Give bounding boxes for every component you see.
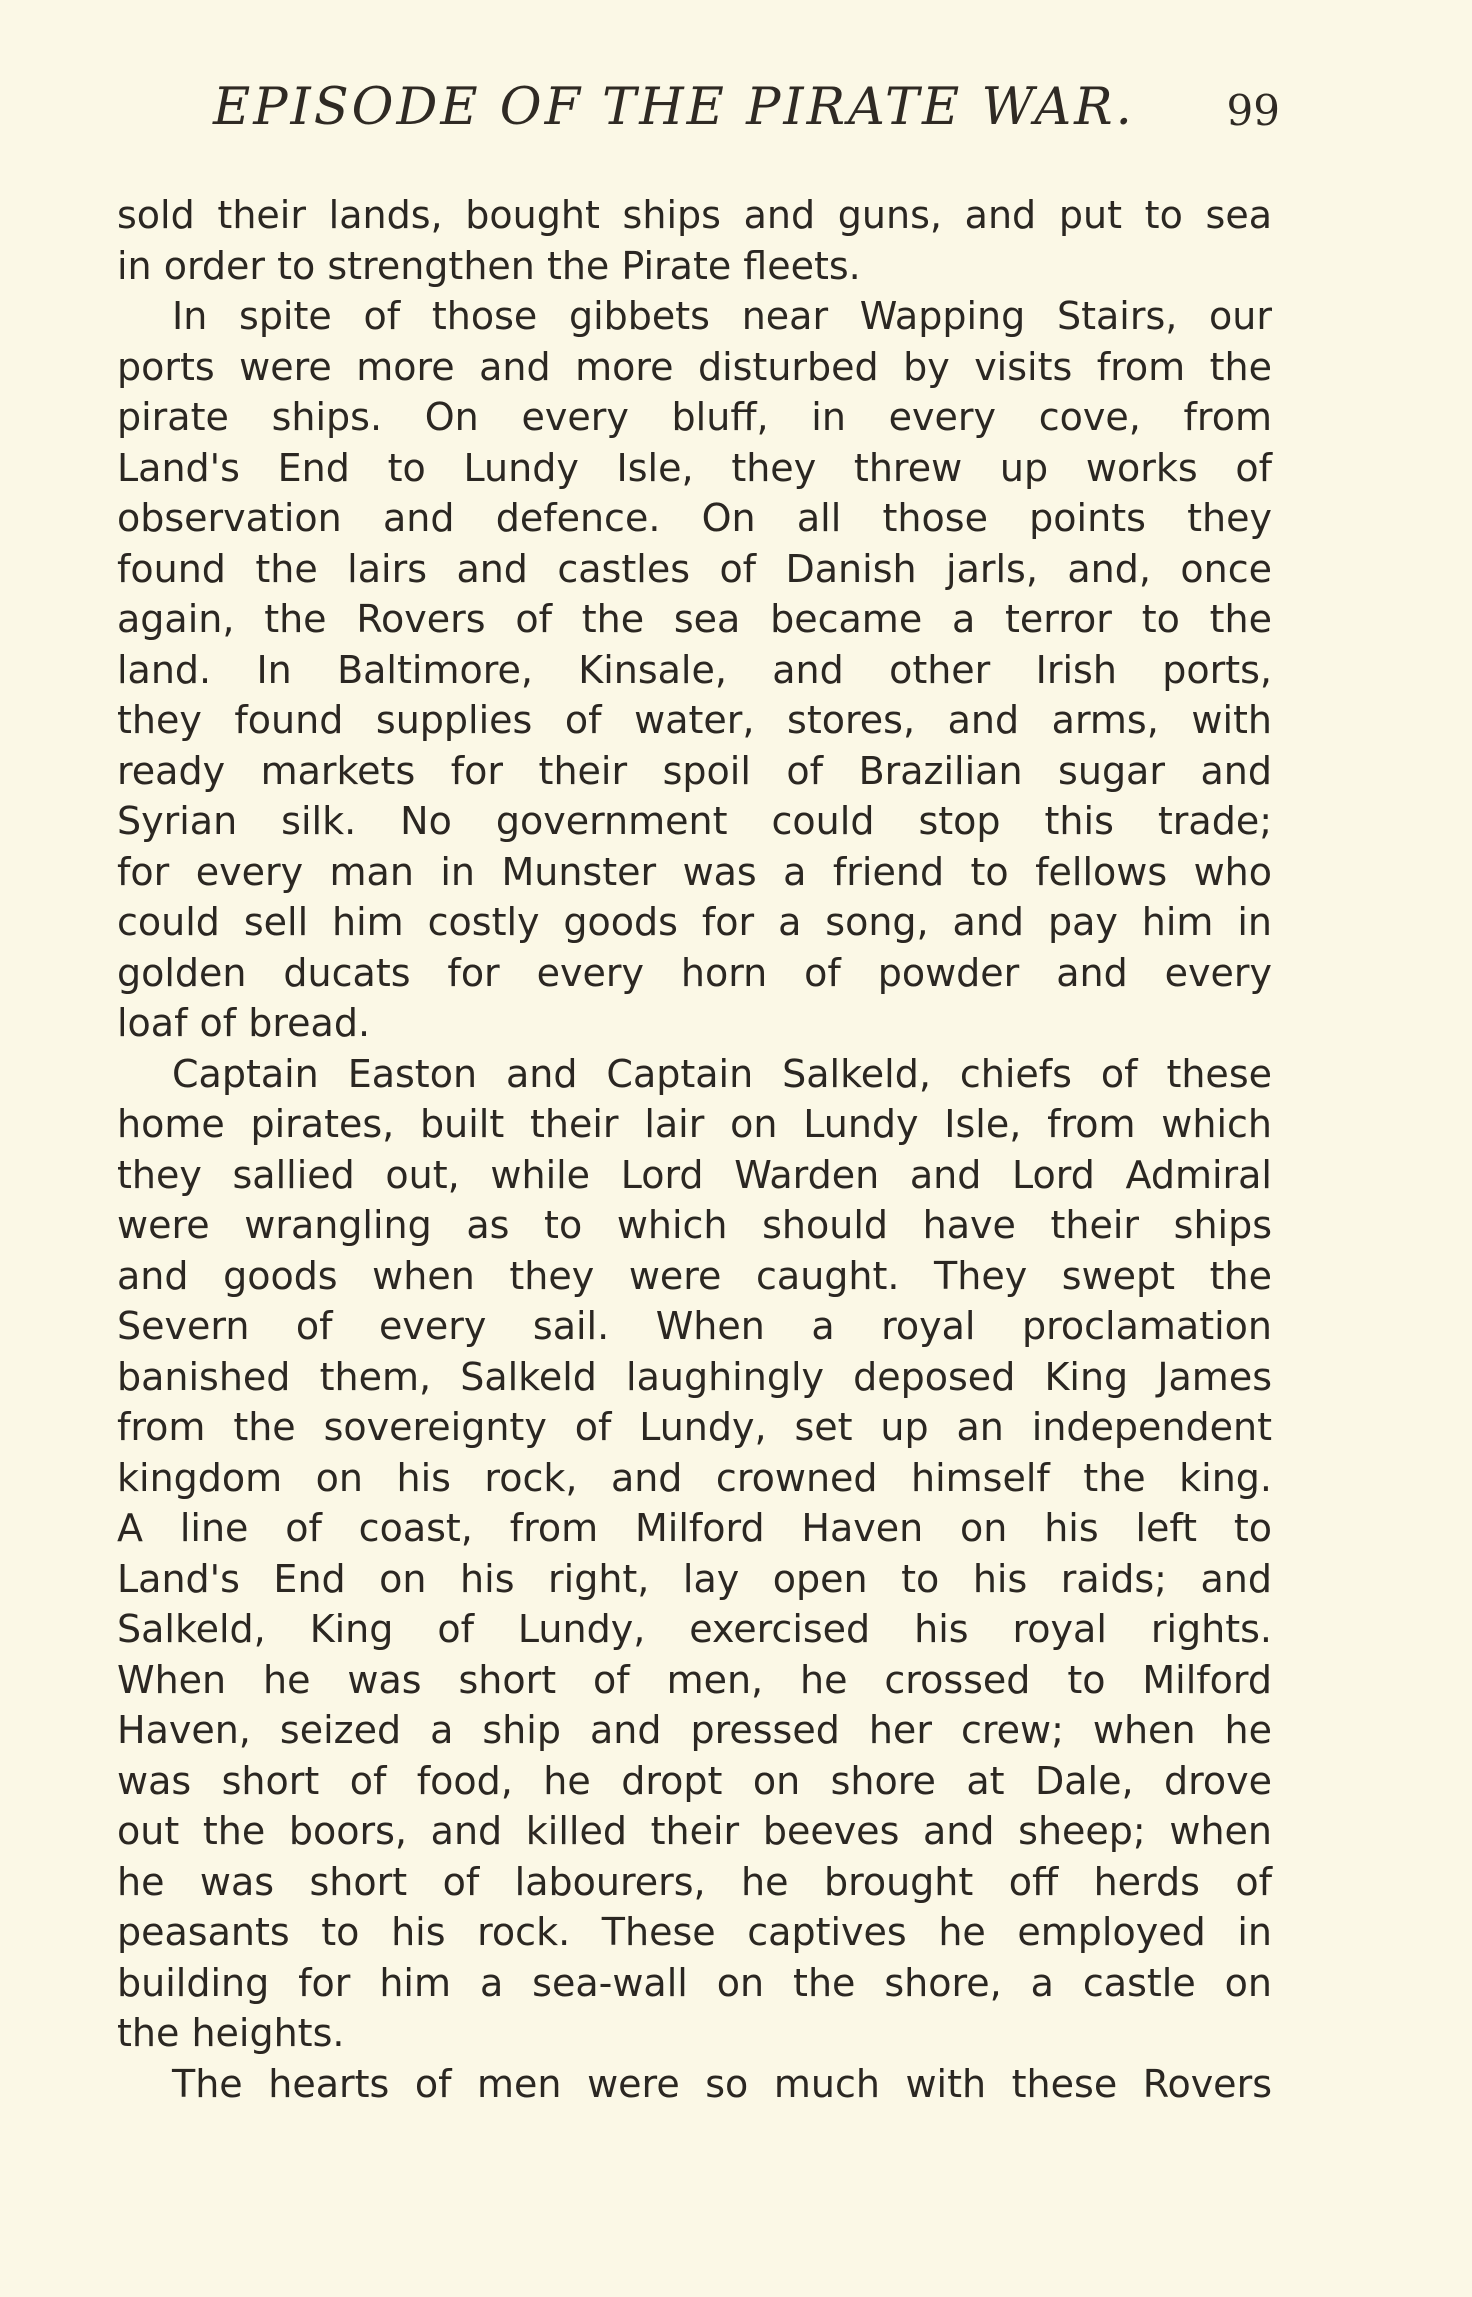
- text-line: again, the Rovers of the sea became a terror to the: [117, 597, 1272, 641]
- text-line: observation and defence. On all those points they: [117, 496, 1272, 540]
- text-line: loaf of bread.: [117, 1001, 371, 1045]
- text-line: found the lairs and castles of Danish jarls, and, once: [117, 546, 1272, 591]
- text-line: they found supplies of water, stores, and arms, with: [117, 698, 1272, 742]
- text-line: pirate ships. On every bluff, in every cove, from: [117, 395, 1272, 439]
- paragraph-start-line: Captain Easton and Captain Salkeld, chiefs of these: [172, 1051, 1272, 1096]
- text-line: out the boors, and killed their beeves and sheep; when: [117, 1809, 1272, 1853]
- text-line: the heights.: [117, 2011, 345, 2055]
- text-line: kingdom on his rock, and crowned himself the king.: [117, 1455, 1272, 1500]
- page-number: 99: [1226, 86, 1280, 135]
- text-line: he was short of labourers, he brought off herds of: [117, 1859, 1272, 1904]
- text-line: Haven, seized a ship and pressed her crew; when he: [117, 1708, 1272, 1752]
- body-text: [117, 190, 1272, 2109]
- text-line: ports were more and more disturbed by visits from the: [117, 344, 1272, 389]
- text-line: peasants to his rock. These captives he employed in: [117, 1910, 1272, 1954]
- text-line: in order to strengthen the Pirate fleets.: [117, 243, 861, 288]
- text-line: sold their lands, bought ships and guns, and put to sea: [117, 193, 1272, 237]
- text-line: they sallied out, while Lord Warden and Lord Admiral: [117, 1152, 1272, 1197]
- paragraph-start-line: The hearts of men were so much with these Rovers: [172, 2061, 1272, 2106]
- text-line: Land's End to Lundy Isle, they threw up works of: [117, 445, 1272, 490]
- text-line: banished them, Salkeld laughingly deposed King James: [117, 1354, 1272, 1399]
- text-line: ready markets for their spoil of Brazilian sugar and: [117, 748, 1272, 793]
- text-line: golden ducats for every horn of powder and every: [117, 950, 1272, 995]
- text-line: land. In Baltimore, Kinsale, and other Irish ports,: [117, 647, 1272, 692]
- running-title: EPISODE OF THE PIRATE WAR.: [213, 78, 1135, 137]
- text-line: Salkeld, King of Lundy, exercised his royal rights.: [117, 1607, 1272, 1651]
- text-line: from the sovereignty of Lundy, set up an independent: [117, 1405, 1272, 1449]
- text-line: When he was short of men, he crossed to Milford: [117, 1657, 1272, 1702]
- text-line: was short of food, he dropt on shore at Dale, drove: [117, 1758, 1272, 1803]
- text-line: and goods when they were caught. They swept the: [117, 1253, 1272, 1298]
- text-line: A line of coast, from Milford Haven on his left to: [117, 1506, 1272, 1550]
- text-line: Severn of every sail. When a royal proclamation: [117, 1304, 1272, 1348]
- text-line: building for him a sea-wall on the shore, a castle on: [117, 1960, 1272, 2005]
- text-line: could sell him costly goods for a song, and pay him in: [117, 900, 1272, 944]
- text-line: were wrangling as to which should have their ships: [117, 1203, 1272, 1247]
- text-line: home pirates, built their lair on Lundy Isle, from which: [117, 1102, 1272, 1146]
- page-header: [213, 78, 1280, 148]
- paragraph-start-line: In spite of those gibbets near Wapping Stairs, our: [172, 294, 1272, 338]
- text-line: Land's End on his right, lay open to his raids; and: [117, 1556, 1272, 1601]
- text-line: for every man in Munster was a friend to fellows who: [117, 849, 1272, 894]
- text-line: Syrian silk. No government could stop this trade;: [117, 799, 1272, 843]
